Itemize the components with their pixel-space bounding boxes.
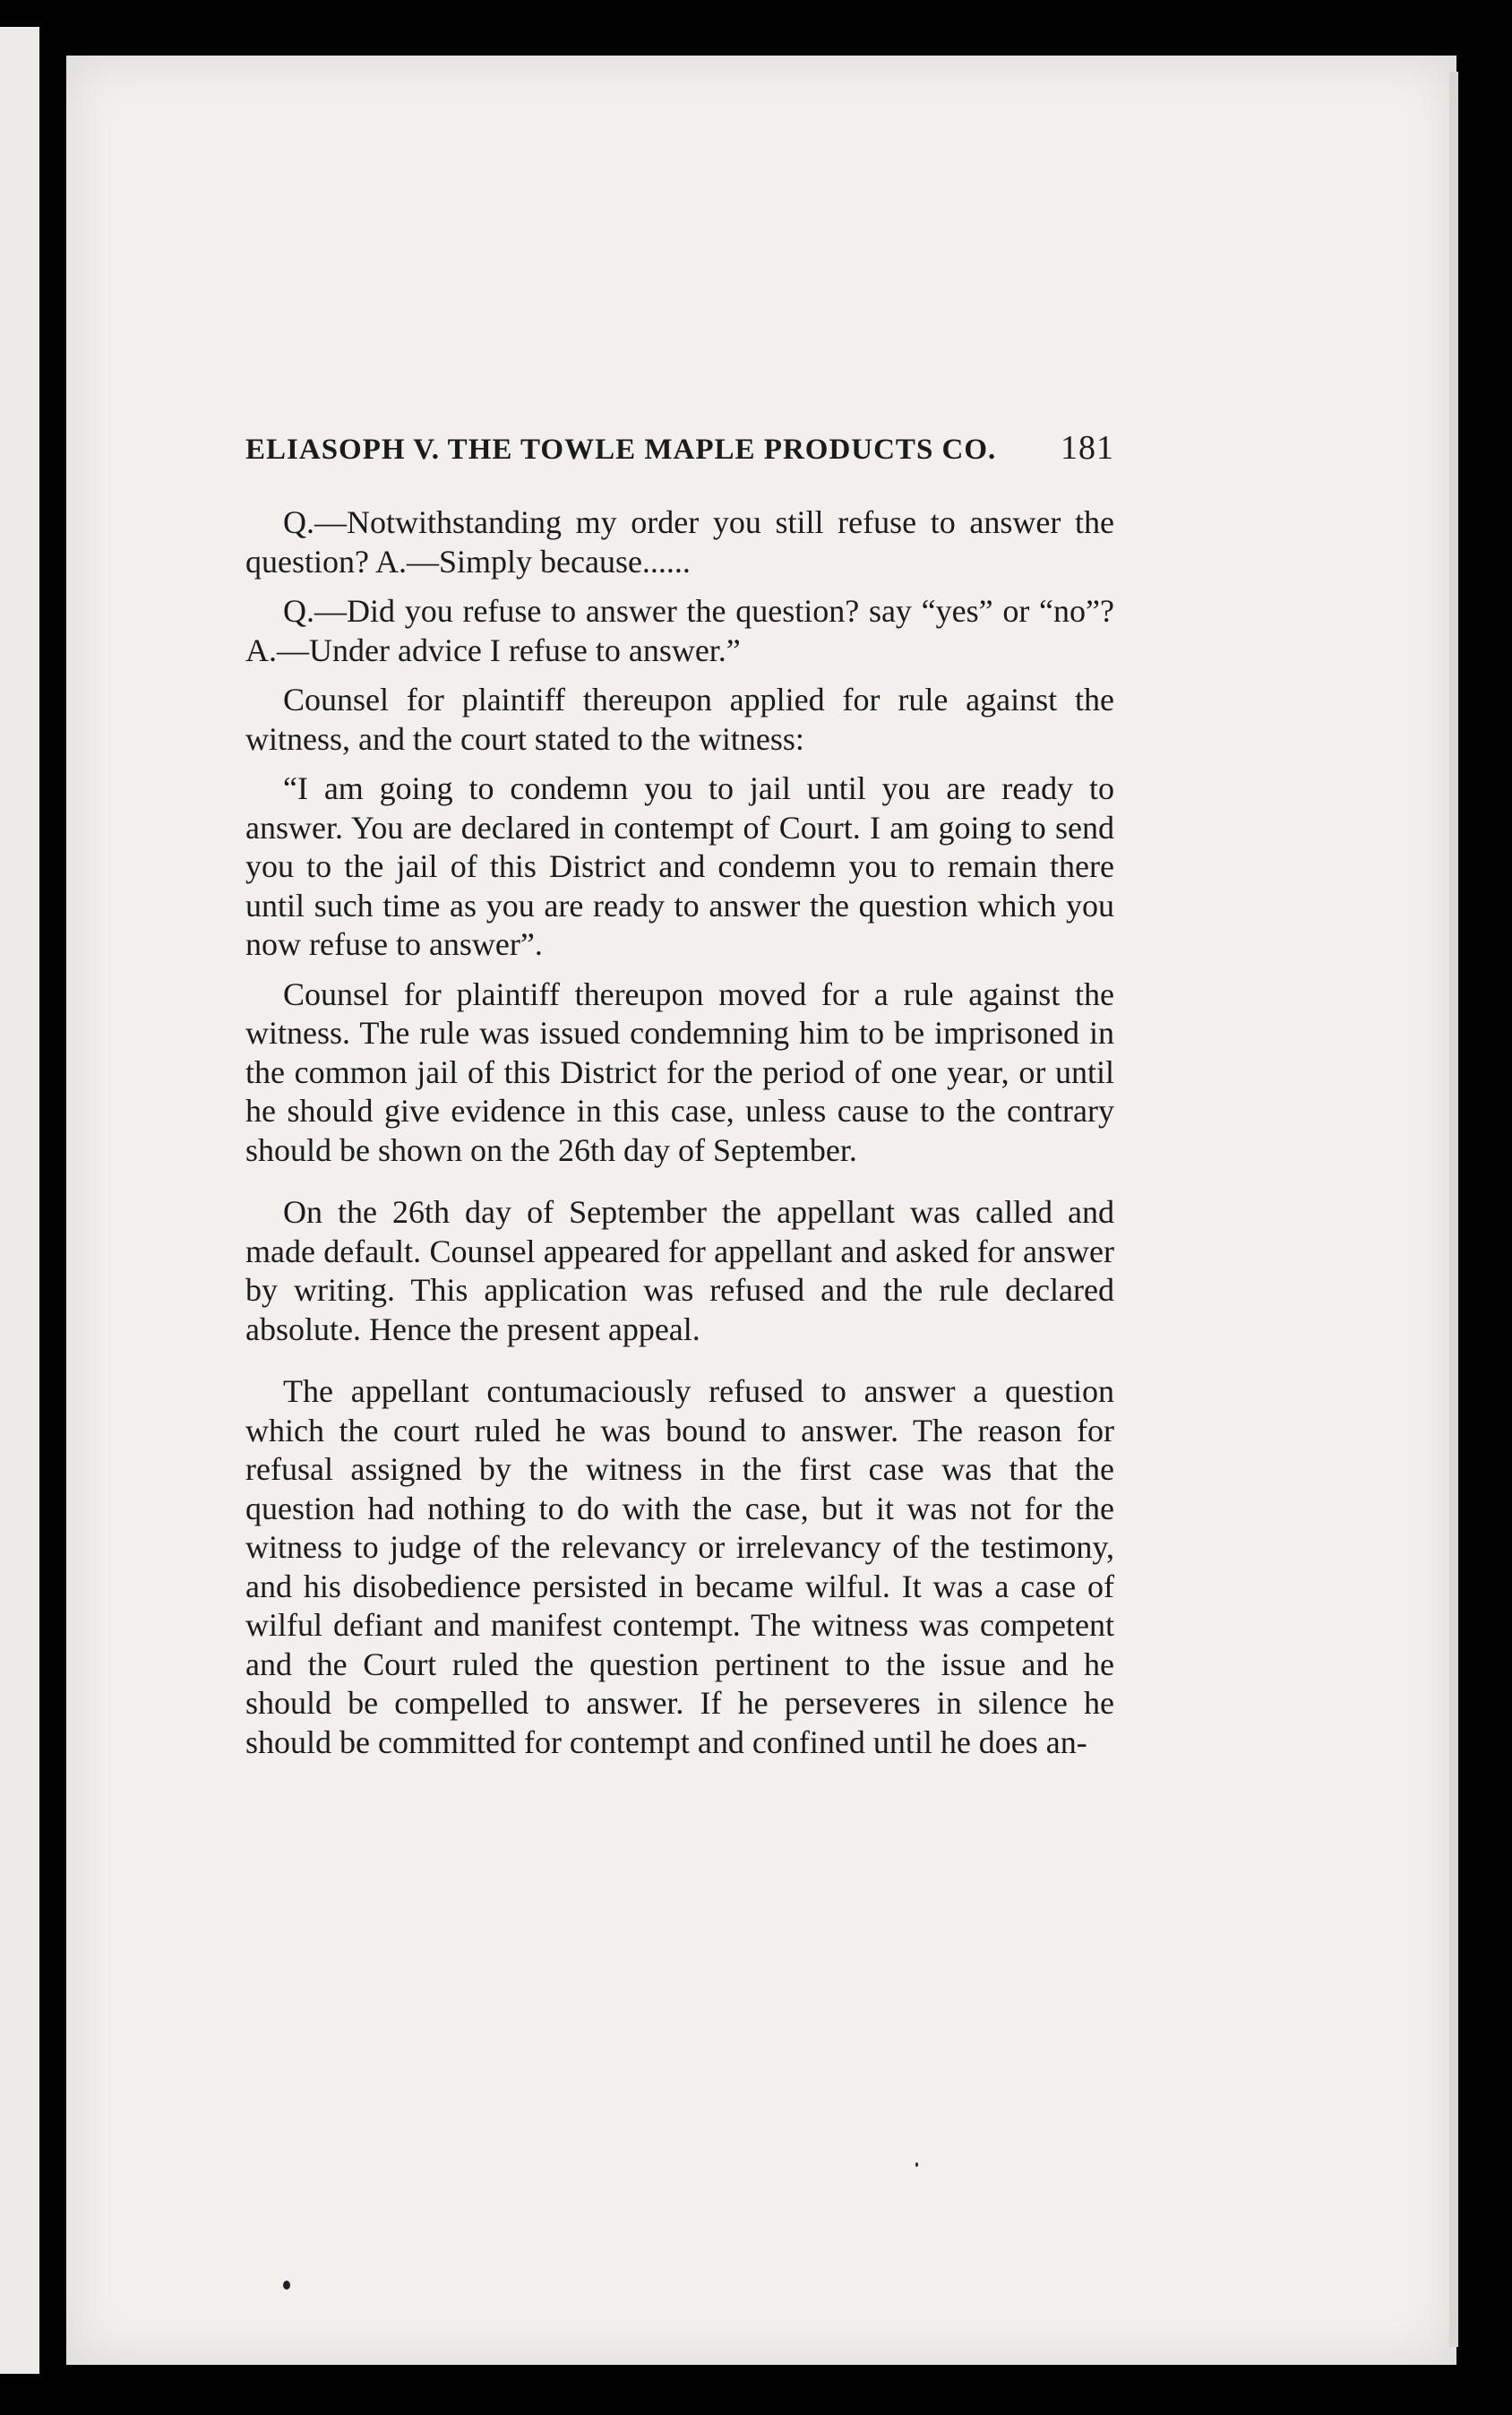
paragraph-26th-september: On the 26th day of September the appellant was called and made default. Counsel appeared for appellant and asked for answer by writing. This application was refused and the rule declared absolute. Hence the present appeal. <box>245 1194 1114 1347</box>
running-title: ELIASOPH V. THE TOWLE MAPLE PRODUCTS CO. <box>245 434 997 466</box>
page-text-block <box>245 428 1114 1773</box>
paragraph-counsel-moved: Counsel for plaintiff thereupon moved for a rule against the witness. The rule was issued condemning him to be imprisoned in the common jail of this District for the period of one year, or until he should give evidence in this case, unless cause to the contrary should be shown on the 26th day of September. <box>245 975 1114 1168</box>
paragraph-q-did-you-refuse: Q.—Did you refuse to answer the question? say “yes” or “no”? A.—Under advice I refuse to answer.” <box>245 593 1114 668</box>
paragraph-contumacious-refusal: The appellant contumaciously refused to answer a question which the court ruled he was bound to answer. The reason for refusal assigned by the witness in the first case was that the question had nothing to do with the case, but it was not for the witness to judge of the relevancy or irrelevancy of the testimony, and his disobedience persisted in became wilful. It was a case of wilful defiant and manifest contempt. The witness was competent and the Court ruled the question pertinent to the issue and he should be compelled to answer. If he perseveres in silence he should be committed for contempt and confined until he does an- <box>245 1373 1114 1760</box>
facing-page-edge <box>0 27 39 2374</box>
paragraph-q-notwithstanding: Q.—Notwithstanding my order you still refuse to answer the question? A.—Simply because...... <box>245 504 1114 580</box>
page-number: 181 <box>1061 429 1114 467</box>
ink-speck <box>915 2162 918 2167</box>
paragraph-court-statement: “I am going to condemn you to jail until you are ready to answer. You are declared in contempt of Court. I am going to send you to the jail of this District and condemn you to remain there until such time as you are ready to answer the question which you now refuse to answer”. <box>245 770 1114 962</box>
ink-speck <box>283 2281 290 2290</box>
running-head <box>245 428 1114 468</box>
paragraph-counsel-applied: Counsel for plaintiff thereupon applied for rule against the witness, and the court stated to the witness: <box>245 682 1114 757</box>
page-edge-shadow <box>1449 72 1458 2347</box>
